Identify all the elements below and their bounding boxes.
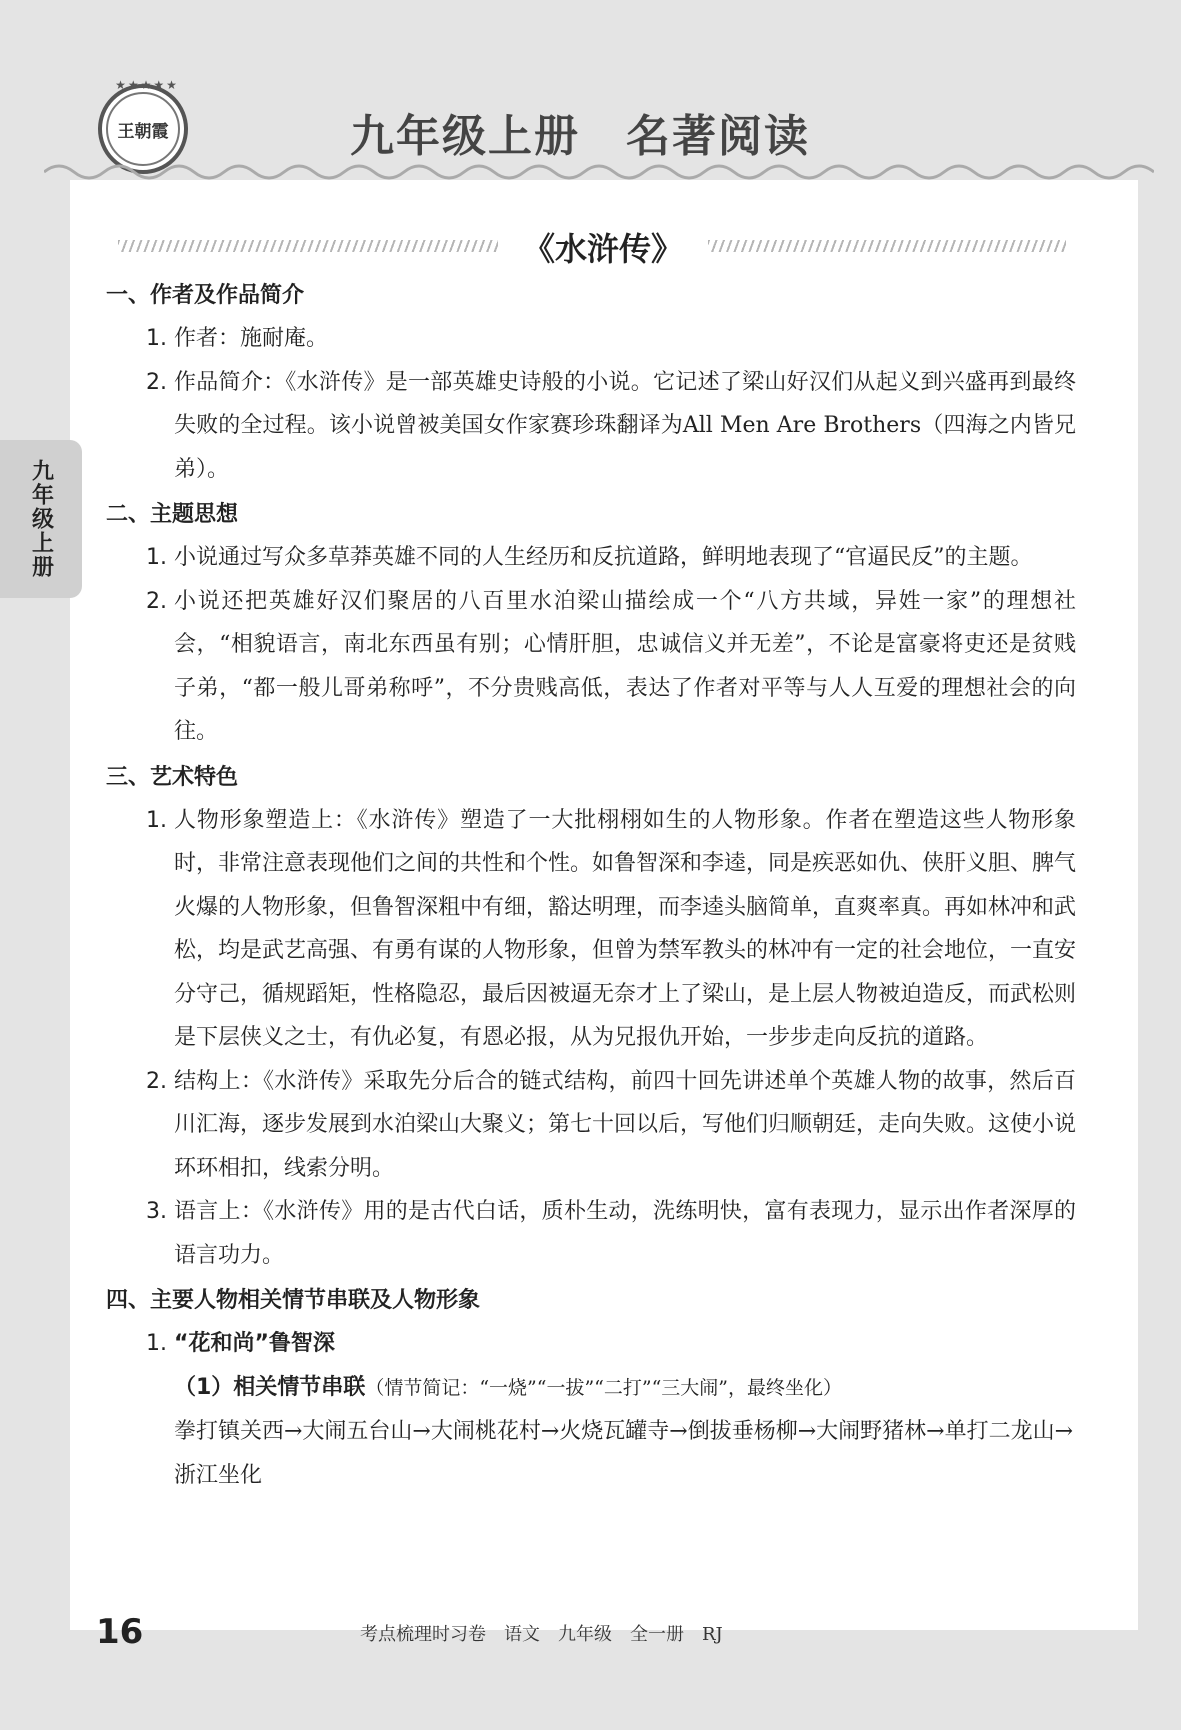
side-tab: [0, 440, 82, 598]
footer-text: 考点梳理时习卷 语文 九年级 全一册 RJ: [360, 1624, 723, 1645]
item-text: 《水浒传》采取先分后合的链式结构，前四十回先讲述单个英雄人物的故事，然后百川汇海，逐步发展到水泊梁山大聚义；第七十回以后，写他们归顺朝廷，走向失败。这使小说环环相扣，线索分明。: [174, 1068, 1077, 1181]
page-title: 九年级上册 名著阅读: [350, 111, 810, 162]
list-item: [106, 536, 1076, 580]
section-heading: 四、主要人物相关情节串联及人物形象: [106, 1288, 481, 1313]
item-lead: 作者：: [174, 326, 241, 351]
list-item: [106, 361, 1076, 492]
hatch-decoration-left: [118, 240, 498, 252]
item-text: 《水浒传》是一部英雄史诗般的小说。它记述了梁山好汉们从起义到兴盛再到最终失败的全过程。该小说曾被美国女作家赛珍珠翻译为All Men Are Brothers（四海之内皆兄弟）。: [174, 369, 1076, 482]
item-number: 1.: [146, 545, 167, 570]
item-text: 《水浒传》塑造了一大批栩栩如生的人物形象。作者在塑造这些人物形象时，非常注意表现他们之间的共性和个性。如鲁智深和李逵，同是疾恶如仇、侠肝义胆、脾气火爆的人物形象，但鲁智深粗中有细，豁达明理，而李逵头脑简单，直爽率真。再如林冲和武松，均是武艺高强、有勇有谋的人物形象，但曾为禁军教头的林冲有一定的社会地位，一直安分守己，循规蹈矩，性格隐忍，最后因被逼无奈才上了梁山，是上层人物被迫造反，而武松则是下层侠义之士，有仇必复，有恩必报，从为兄报仇开始，一步步走向反抗的道路。: [174, 807, 1077, 1050]
page-number: 16: [96, 1612, 144, 1652]
subsection-lead: （1）相关情节串联: [174, 1374, 366, 1400]
item-text: 小说还把英雄好汉们聚居的八百里水泊梁山描绘成一个“八方共域，异姓一家”的理想社会，“相貌语言，南北东西虽有别；心情肝胆，忠诚信义并无差”，不论是富豪将吏还是贫贱子弟，“都一般儿哥弟称呼”，不分贵贱高低，表达了作者对平等与人人互爱的理想社会的向往。: [174, 588, 1076, 744]
subsection: [106, 1366, 1076, 1411]
section-heading: 一、作者及作品简介: [106, 283, 305, 308]
logo-text: 王朝霞: [106, 92, 180, 166]
item-lead: 人物形象塑造上：: [174, 807, 357, 833]
item-lead: 语言上：: [174, 1199, 264, 1224]
item-text: 《水浒传》用的是古代白话，质朴生动，洗练明快，富有表现力，显示出作者深厚的语言功力。: [174, 1199, 1076, 1268]
hatch-decoration-right: [708, 240, 1066, 252]
item-number: 2.: [146, 369, 167, 395]
item-text: 小说通过写众多草莽英雄不同的人生经历和反抗道路，鲜明地表现了“官逼民反”的主题。: [174, 545, 1033, 570]
section-heading: 二、主题思想: [106, 502, 239, 527]
item-lead: “花和尚”鲁智深: [174, 1331, 335, 1356]
list-item: [106, 1322, 1076, 1366]
list-item: [106, 1060, 1076, 1191]
side-tab-label: 九年级上册: [28, 459, 54, 579]
item-text: 施耐庵。: [240, 326, 329, 351]
list-item: [106, 799, 1076, 1060]
item-lead: 结构上：: [174, 1068, 264, 1094]
list-item: [106, 580, 1076, 754]
section-heading: 三、艺术特色: [106, 764, 239, 790]
book-title-row: [118, 224, 1066, 268]
item-number: 2.: [146, 1068, 167, 1094]
logo-stars-icon: ★★★★★: [115, 78, 179, 92]
main-content: [106, 274, 1076, 1497]
list-item: [106, 317, 1076, 361]
plot-chain: 拳打镇关西→大闹五台山→大闹桃花村→火烧瓦罐寺→倒拔垂杨柳→大闹野猪林→单打二龙山→浙江坐化: [174, 1419, 1074, 1488]
item-number: 1.: [146, 326, 167, 351]
item-number: 1.: [146, 1331, 167, 1356]
book-title: 《水浒传》: [522, 230, 683, 268]
item-number: 1.: [146, 807, 167, 833]
item-lead: 作品简介：: [174, 369, 286, 395]
item-number: 3.: [146, 1199, 167, 1224]
list-item: [106, 1190, 1076, 1277]
subsection-note: （情节简记：“一烧”“一拔”“二打”“三大闹”，最终坐化）: [365, 1376, 843, 1399]
item-number: 2.: [146, 588, 167, 614]
